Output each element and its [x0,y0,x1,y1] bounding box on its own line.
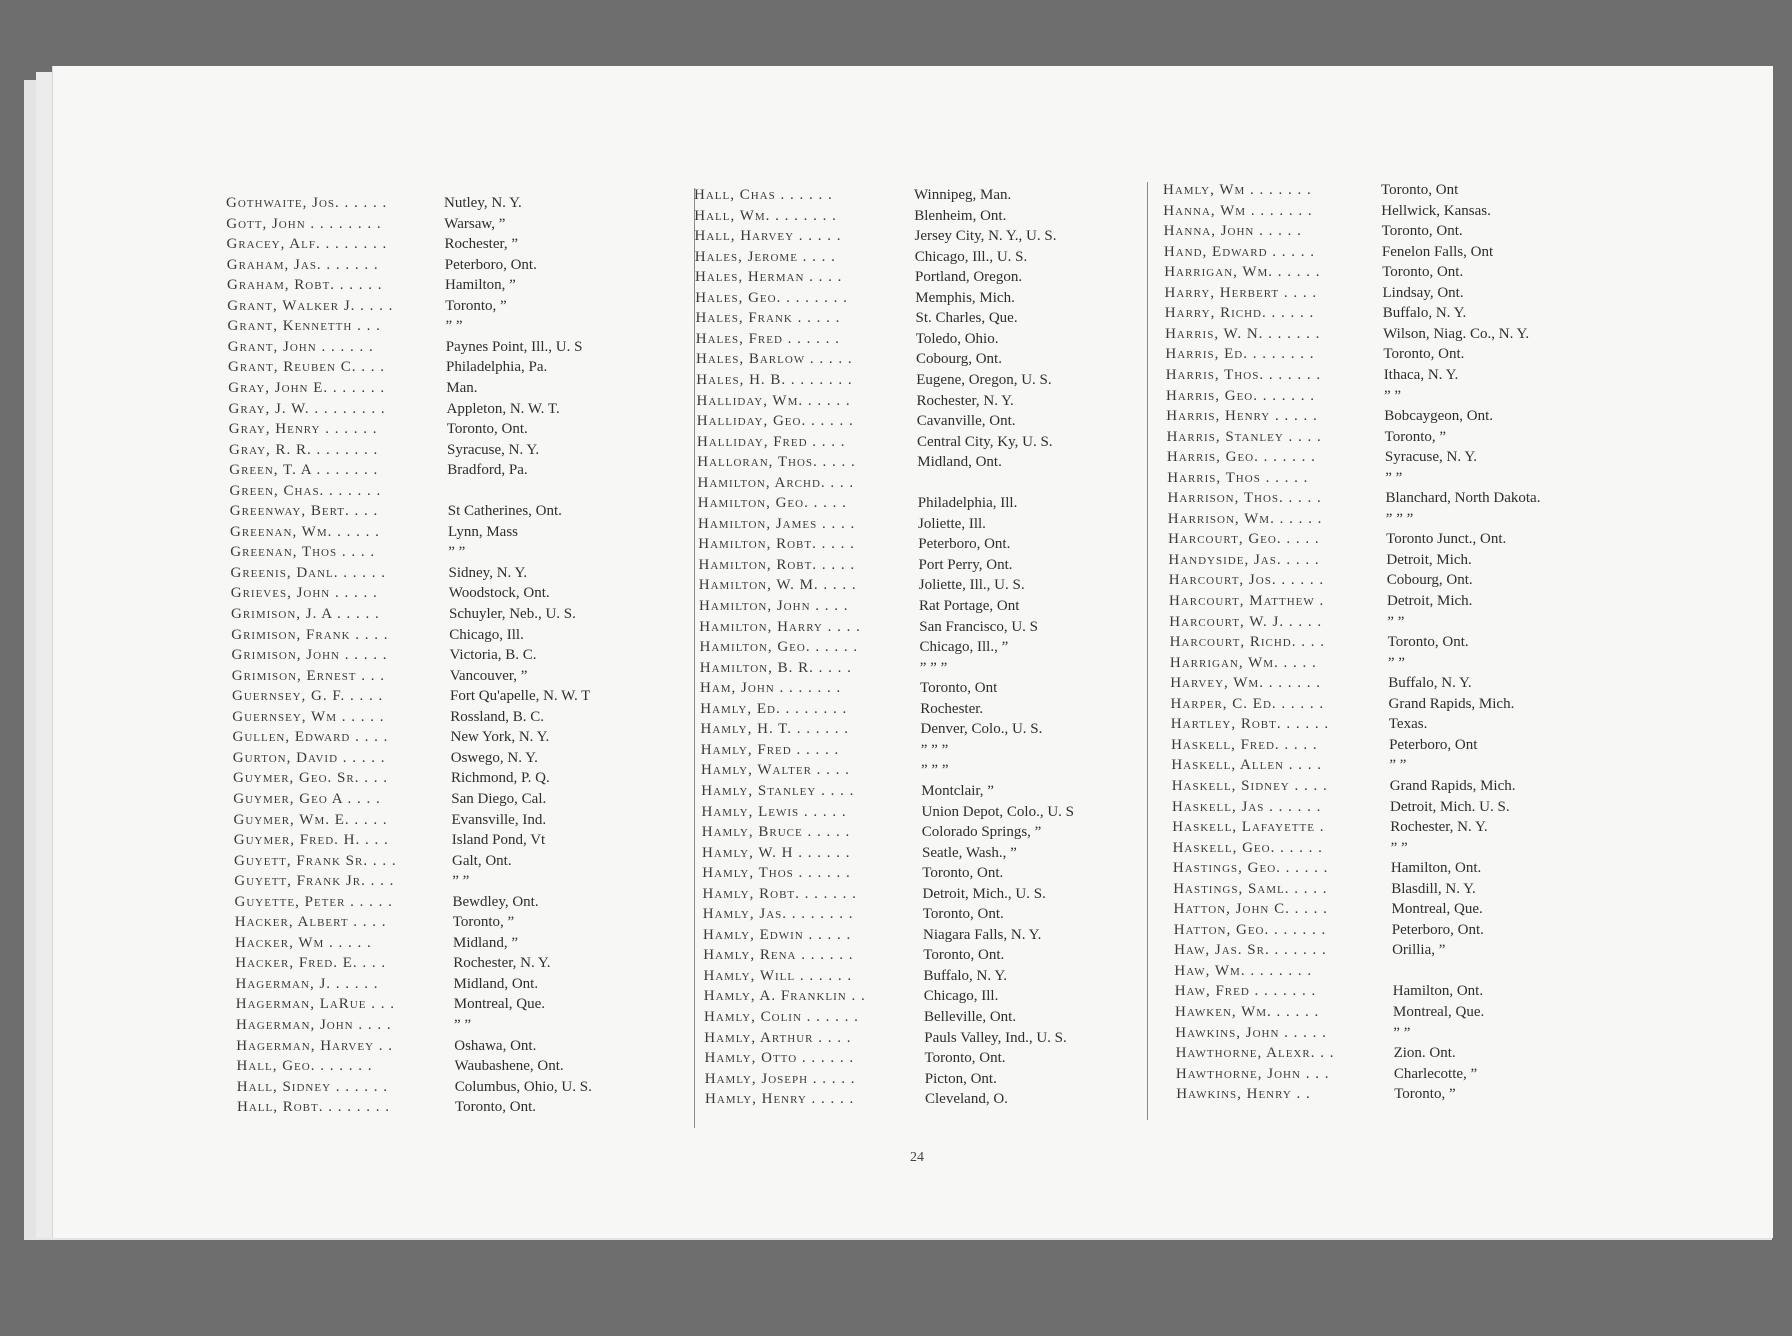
entry-place: Vancouver, ” [449,667,528,684]
entry-name: Harrigan, Wm. . . . . [1169,654,1317,671]
entry-name: Guymer, Wm. E. . . . . [233,811,388,828]
entry-place: Toronto, Ont. [1383,346,1465,363]
entry-name: Hamly, Stanley . . . . [701,782,855,799]
entry-name: Hales, Geo. . . . . . . . [695,289,848,306]
entry-name: Harcourt, Jos. . . . . . [1168,572,1325,589]
entry-place: Toronto, ” [1384,428,1447,445]
entry-place: Waubashene, Ont. [454,1058,564,1075]
entry-place: ” ” ” [1385,510,1414,527]
entry-name: Green, Chas. . . . . . . [229,482,382,499]
entry-place: Rochester, N. Y. [916,392,1014,409]
entry-place: ” ” ” [921,762,949,779]
entry-place: Detroit, Mich. [1386,551,1472,568]
entry-name: Harris, Henry . . . . . [1166,408,1318,425]
entry-place: Belleville, Ont. [924,1009,1017,1025]
entry-place: Pauls Valley, Ind., U. S. [924,1029,1067,1046]
entry-name: Hagerman, J. . . . . . [235,975,379,992]
entry-place: Detroit, Mich., U. S. [922,885,1046,902]
entry-place: Hamilton, Ont. [1392,983,1484,1000]
entry-name: Guyette, Peter . . . . . [234,893,393,910]
entry-name: Hall, Robt. . . . . . . . [237,1099,390,1116]
entry-name: Handyside, Jas. . . . . [1168,551,1320,568]
entry-place: ” ” [445,318,463,335]
entry-place: Charlecotte, ” [1393,1065,1478,1082]
entry-place: Winnipeg, Man. [914,187,1012,203]
entry-place: Wilson, Niag. Co., N. Y. [1383,325,1530,342]
entry-place: Toronto, ” [1394,1086,1456,1103]
entry-name: Hamilton, B. R. . . . . [699,659,852,676]
entry-place: Blasdill, N. Y. [1391,880,1476,897]
entry-name: Hagerman, LaRue . . . [235,996,395,1013]
entry-place: ” ” ” [920,741,949,758]
entry-place: ” ” ” [919,659,948,676]
entry-name: Haskell, Jas . . . . . . [1172,798,1322,815]
entry-name: Hacker, Albert . . . . [234,914,387,931]
entry-name: Guymer, Geo. Sr. . . . [233,770,388,787]
entry-name: Halliday, Wm. . . . . . [696,392,851,409]
entry-name: Harris, Ed. . . . . . . . [1165,346,1315,363]
entry-place: Toronto, Ont [1381,182,1459,198]
entry-name: Graham, Robt. . . . . . [227,277,383,294]
entry-name: Graham, Jas. . . . . . . [226,256,379,273]
entry-place: Detroit, Mich. [1387,593,1473,609]
entry-name: Greenis, Danl. . . . . . [230,564,387,581]
column-rule [1147,182,1148,1120]
entry-name: Hamly, Thos . . . . . . [702,865,851,882]
entry-place: Midland, ” [453,934,518,951]
entry-place: Cleveland, O. [925,1091,1008,1108]
entry-name: Halliday, Fred . . . . [697,433,846,450]
entry-place: Bradford, Pa. [447,462,528,479]
entry-name: Hamly, Arthur . . . . [704,1029,852,1046]
entry-place: Syracuse, N. Y. [447,441,540,458]
entry-name: Hastings, Geo. . . . . . [1172,860,1329,877]
entry-place: Rossland, B. C. [450,708,545,725]
entry-place: Syracuse, N. Y. [1384,449,1477,466]
entry-place: Toronto, Ont. [922,865,1004,882]
entry-place: Rochester, ” [444,236,519,253]
entry-name: Haw, Wm. . . . . . . . [1174,962,1313,979]
entry-name: Harrison, Wm. . . . . . [1167,510,1323,527]
entry-place: Port Perry, Ont. [918,556,1013,573]
entry-place: ” ” [448,544,466,561]
entry-name: Hamly, Joseph . . . . . [704,1070,856,1087]
entry-name: Hall, Harvey . . . . . [694,228,842,245]
entry-place: San Francisco, U. S [919,618,1038,635]
page-number: 24 [910,1150,924,1165]
entry-name: Hamly, Lewis . . . . . [701,803,847,820]
entry-place: Toronto, Ont. [923,947,1005,964]
entry-place: ” ” [1384,387,1402,404]
entry-name: Harris, Thos. . . . . . . [1165,366,1322,383]
entry-place: Chicago, Ill., U. S. [914,248,1028,265]
entry-name: Hales, Herman . . . . [695,269,843,286]
entry-name: Hall, Geo. . . . . . . [236,1058,373,1075]
entry-name: Hamly, Walter . . . . [701,762,850,779]
entry-name: Harris, Stanley . . . . [1166,428,1322,445]
entry-place: ” ” [1390,839,1408,856]
entry-name: Hamly, Henry . . . . . [705,1091,855,1108]
entry-name: Hamilton, Robt. . . . . [698,536,855,553]
entry-name: Grieves, John . . . . . [230,585,378,602]
entry-name: Harris, Geo. . . . . . . [1166,449,1316,466]
entry-name: Hatton, John C. . . . . [1173,901,1328,918]
entry-name: Harcourt, W. J. . . . . [1169,613,1323,630]
entry-place: Lindsay, Ont. [1382,284,1464,301]
entry-place: Peterboro, Ont. [918,536,1011,553]
entry-name: Haskell, Allen . . . . [1171,757,1322,774]
entry-name: Guyett, Frank Jr. . . . [234,873,395,890]
entry-name: Harper, C. Ed. . . . . . [1170,695,1325,712]
entry-name: Greenan, Thos . . . . [230,544,376,561]
entry-name: Guernsey, Wm . . . . . [232,708,385,725]
entry-place: Columbus, Ohio, U. S. [454,1078,592,1095]
entry-name: Gott, John . . . . . . . . [226,215,382,232]
entry-name: Hamly, H. T. . . . . . . [700,721,849,738]
entry-place: Hamilton, Ont. [1390,860,1482,877]
entry-name: Grant, Reuben C. . . . [228,359,385,376]
entry-name: Gullen, Edward . . . . [232,729,389,746]
entry-place: Appleton, N. W. T. [446,400,560,417]
entry-place: Toronto, Ont [920,680,998,697]
entry-name: Hamly, Fred . . . . . [700,741,840,758]
entry-place: Victoria, B. C. [449,647,537,664]
entry-place: Nutley, N. Y. [444,195,522,211]
entry-name: Guymer, Geo A . . . . [233,790,381,807]
entry-name: Harvey, Wm. . . . . . . [1170,675,1321,692]
entry-place: Ithaca, N. Y. [1383,366,1459,383]
entry-name: Harris, Thos . . . . . [1167,469,1309,486]
entry-name: Halloran, Thos. . . . . [697,454,856,471]
entry-place: Fort Qu'apelle, N. W. T [450,688,591,705]
entry-name: Haskell, Geo. . . . . . [1172,839,1323,856]
entry-name: Harris, Geo. . . . . . . [1166,387,1315,404]
entry-place: Hamilton, ” [445,277,516,294]
entry-place: Hellwick, Kansas. [1381,202,1491,219]
entry-place: Richmond, P. Q. [451,770,550,787]
entry-place: Rochester, N. Y. [453,955,551,972]
entry-place: Chicago, Ill. [923,988,999,1005]
entry-name: Greenway, Bert. . . . [229,503,379,520]
entry-place: Eugene, Oregon, U. S. [916,371,1052,388]
entry-name: Gray, Henry . . . . . . [228,421,378,438]
entry-name: Hamly, Colin . . . . . . [704,1009,859,1025]
entry-place: Cavanville, Ont. [916,413,1016,430]
entry-place: Denver, Colo., U. S. [920,721,1043,738]
entry-place: Grand Rapids, Mich. [1389,777,1516,794]
entry-place: Zion. Ont. [1393,1045,1456,1062]
entry-place: Joliette, Ill., U. S. [918,577,1025,594]
entry-place: St. Charles, Que. [915,310,1018,327]
entry-name: Hamilton, W. M. . . . . [698,577,857,594]
entry-place: Buffalo, N. Y. [1382,305,1467,322]
entry-place: ” ” [1385,469,1403,486]
entry-place: Warsaw, ” [444,215,506,232]
entry-place: ” ” [1387,654,1405,671]
entry-place: Montreal, Que. [1393,1004,1485,1020]
entry-place: Philadelphia, Pa. [446,359,548,376]
entry-place: Galt, Ont. [452,852,512,869]
entry-name: Hamly, Ed. . . . . . . . [700,700,848,717]
entry-place: Oswego, N. Y. [450,749,538,766]
entry-place: St Catherines, Ont. [447,503,562,520]
entry-place: ” ” [1389,757,1407,774]
entry-name: Grimison, J. A . . . . . [231,606,380,622]
entry-place: Paynes Point, Ill., U. S [445,338,583,355]
entry-name: Hales, Frank . . . . . [695,310,841,327]
entry-name: Gothwaite, Jos. . . . . . [226,195,388,211]
entry-place: Montreal, Que. [1391,901,1483,918]
entry-name: Hamly, A. Franklin . . [703,988,866,1005]
entry-name: Greenan, Wm. . . . . . [230,523,380,540]
entry-place: Evansville, Ind. [451,811,547,828]
entry-name: Haskell, Lafayette . [1172,819,1325,836]
entry-name: Harris, W. N. . . . . . . [1165,325,1321,342]
entry-place: ” ” [1387,613,1405,630]
entry-place: Blanchard, North Dakota. [1385,490,1541,507]
entry-name: Hanna, Wm . . . . . . . [1163,202,1313,219]
entry-place: Peterboro, Ont [1389,736,1478,753]
entry-name: Hamly, Bruce . . . . . [701,824,851,841]
entry-name: Haskell, Sidney . . . . [1171,777,1328,794]
entry-name: Hamilton, John . . . . [699,598,849,614]
entry-place: Peterboro, Ont. [444,256,537,273]
entry-name: Gurton, David . . . . . [232,749,386,766]
entry-place: Woodstock, Ont. [448,585,550,602]
entry-name: Gray, R. R. . . . . . . . [229,441,379,458]
entry-place: Orillia, ” [1392,942,1446,959]
entry-place: Island Pond, Vt [451,832,546,849]
entry-name: Grant, Kennetth . . . [227,318,381,335]
entry-place: Schuyler, Neb., U. S. [449,606,576,622]
entry-name: Hatton, Geo. . . . . . . [1173,921,1327,938]
entry-place: Toronto, Ont. [1382,264,1464,281]
entry-place: Memphis, Mich. [915,289,1015,306]
entry-place: New York, N. Y. [450,729,550,746]
entry-place: Cobourg, Ont. [916,351,1002,368]
entry-place: Toronto Junct., Ont. [1386,531,1507,548]
entry-name: Harcourt, Richd. . . . [1169,634,1325,651]
entry-name: Hamly, Jas. . . . . . . . [702,906,854,923]
entry-name: Harry, Herbert . . . . [1164,284,1318,301]
entry-name: Harrison, Thos. . . . . [1167,490,1322,507]
entry-name: Harcourt, Geo. . . . . [1168,531,1320,548]
entry-name: Hamly, Wm . . . . . . . [1163,182,1312,198]
entry-place: Rat Portage, Ont [919,598,1020,614]
entry-name: Hamilton, Robt. . . . . [698,556,856,573]
entry-place: Man. [446,379,478,396]
entry-name: Hartley, Robt. . . . . . [1170,716,1330,733]
entry-place: Niagara Falls, N. Y. [923,926,1042,943]
entry-name: Hamly, Rena . . . . . . [703,947,854,964]
entry-place: Fenelon Falls, Ont [1381,243,1494,260]
entry-place: Blenheim, Ont. [914,207,1007,224]
entry-name: Hawthorne, John . . . [1175,1065,1330,1082]
entry-name: Guyett, Frank Sr. . . . [234,852,397,869]
entry-name: Hales, H. B. . . . . . . . [696,371,853,388]
entry-name: Grant, Walker J. . . . . [227,297,394,314]
entry-name: Hamly, Will . . . . . . [703,967,853,984]
entry-name: Hales, Fred . . . . . . [695,330,840,347]
entry-name: Grimison, Frank . . . . [231,626,389,643]
entry-name: Hamly, Otto . . . . . . [704,1050,855,1067]
entry-name: Guernsey, G. F. . . . . [232,688,384,705]
entry-name: Hawkins, John . . . . . [1175,1024,1327,1041]
entry-name: Gray, John E. . . . . . . [228,379,386,396]
entry-name: Hand, Edward . . . . . [1163,243,1316,260]
entry-place: Montclair, ” [921,782,994,799]
entry-place: Buffalo, N. Y. [1388,675,1472,692]
entry-place: Toronto, Ont. [446,421,528,438]
entry-name: Grant, John . . . . . . [227,338,374,355]
entry-name: Hamilton, Geo. . . . . [697,495,847,512]
entry-place: Picton, Ont. [924,1070,997,1087]
entry-place: Texas. [1388,716,1428,733]
entry-name: Hanna, John . . . . . [1163,223,1302,240]
entry-place: Oshawa, Ont. [454,1037,537,1054]
entry-name: Hagerman, Harvey . . [236,1037,394,1054]
entry-place: ” ” [452,873,470,890]
entry-name: Hawkins, Henry . . [1176,1086,1311,1103]
entry-name: Hamly, Edwin . . . . . [703,926,852,943]
entry-place: Jersey City, N. Y., U. S. [914,228,1057,245]
entry-place: Buffalo, N. Y. [923,967,1007,984]
entry-name: Grimison, Ernest . . . [231,667,386,684]
entry-name: Hastings, Saml. . . . . [1173,880,1328,897]
entry-name: Guymer, Fred. H. . . . [233,832,389,849]
entry-place: ” ” [1393,1024,1411,1041]
entry-name: Hales, Barlow . . . . . [696,351,853,368]
entry-place: Toledo, Ohio. [915,330,999,347]
entry-place: San Diego, Cal. [451,790,547,807]
entry-name: Harcourt, Matthew . [1169,593,1325,609]
entry-place: ” ” [454,1017,472,1033]
entry-place: Portland, Oregon. [915,269,1023,286]
entry-name: Green, T. A . . . . . . . [229,462,379,479]
entry-name: Hales, Jerome . . . . [694,248,836,265]
entry-name: Gray, J. W. . . . . . . . . [228,400,386,417]
entry-name: Hall, Wm. . . . . . . . [694,207,837,224]
entry-name: Hamilton, James . . . . [698,515,856,532]
entry-place: Chicago, Ill., ” [919,639,1009,656]
entry-place: Cobourg, Ont. [1386,572,1473,589]
entry-name: Grimison, John . . . . . [231,647,388,664]
entry-place: Seatle, Wash., ” [922,844,1017,861]
entry-place: Montreal, Que. [453,996,545,1013]
entry-place: Midland, Ont. [453,975,539,992]
entry-name: Hawken, Wm. . . . . . [1175,1004,1320,1020]
entry-name: Hamly, Robt. . . . . . . [702,885,857,902]
entry-place: Detroit, Mich. U. S. [1390,798,1510,815]
entry-name: Halliday, Geo. . . . . . [696,413,854,430]
entry-place: Lynn, Mass [448,523,519,540]
entry-place: Toronto, Ont. [1381,223,1463,240]
entry-name: Gracey, Alf. . . . . . . . [226,236,388,253]
entry-place: Toronto, Ont. [922,906,1004,923]
entry-name: Hacker, Wm . . . . . [235,934,372,951]
entry-place: Toronto, Ont. [455,1099,537,1116]
entry-place: Central City, Ky, U. S. [917,433,1053,450]
entry-place: Toronto, ” [452,914,515,931]
entry-place: Midland, Ont. [917,454,1002,471]
entry-place: Peterboro, Ont. [1391,921,1484,938]
entry-place: Toronto, Ont. [924,1050,1006,1067]
entry-name: Haskell, Fred. . . . . [1171,736,1318,753]
entry-name: Harry, Richd. . . . . . [1164,305,1315,322]
entry-name: Hamilton, Harry . . . . [699,618,861,635]
entry-name: Hagerman, John . . . . [236,1017,392,1033]
entry-place: Toronto, ” [445,297,507,314]
entry-name: Hamilton, Geo. . . . . . [699,639,859,656]
entry-place: Bobcaygeon, Ont. [1384,408,1494,425]
entry-name: Ham, John . . . . . . . [700,680,842,697]
entry-place: Joliette, Ill. [918,515,986,532]
entry-place: Grand Rapids, Mich. [1388,695,1515,712]
entry-place: Chicago, Ill. [449,626,524,643]
entry-name: Hacker, Fred. E. . . . [235,955,387,972]
entry-name: Haw, Jas. Sr. . . . . . . [1174,942,1327,959]
entry-name: Hamly, W. H . . . . . . [702,844,851,861]
entry-place: Rochester, N. Y. [1390,819,1488,836]
entry-place: Philadelphia, Ill. [917,495,1018,512]
entry-place: Colorado Springs, ” [921,824,1042,841]
entry-place: Sidney, N. Y. [448,564,528,581]
entry-name: Hamilton, Archd. . . . [697,474,855,491]
entry-name: Hawthorne, Alexr. . . [1175,1045,1335,1062]
entry-place: Bewdley, Ont. [452,893,539,910]
entry-name: Haw, Fred . . . . . . . [1174,983,1317,1000]
entry-place: Rochester. [920,700,984,717]
entry-name: Harrigan, Wm. . . . . . [1164,264,1321,281]
entry-place: Union Depot, Colo., U. S [921,803,1075,820]
entry-name: Hall, Chas . . . . . . [694,187,833,203]
entry-place: Toronto, Ont. [1387,634,1469,651]
entry-name: Hall, Sidney . . . . . . [236,1078,389,1095]
